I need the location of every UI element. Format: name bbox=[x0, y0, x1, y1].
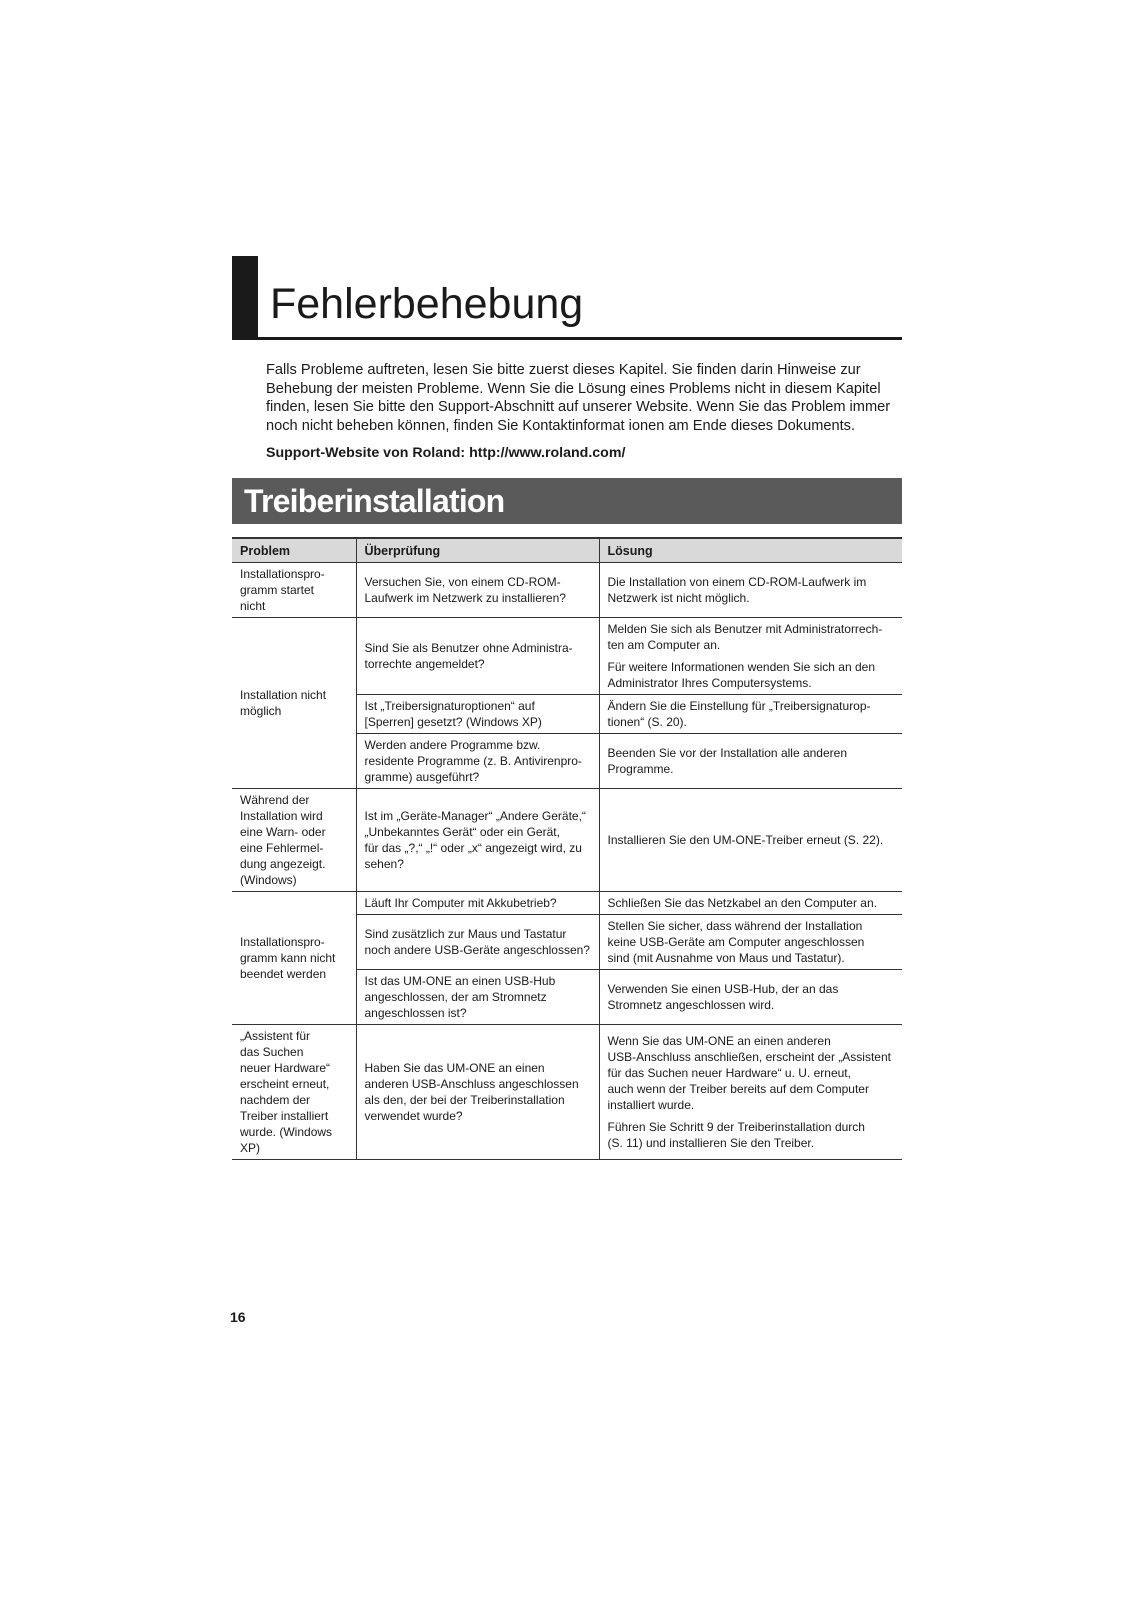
check-cell: Sind Sie als Benutzer ohne Administra- torrechte angemeldet? bbox=[356, 618, 599, 695]
solution-cell bbox=[599, 1025, 902, 1160]
page-title: Fehlerbehebung bbox=[270, 280, 584, 328]
problem-cell: Während der Installation wird eine Warn- oder eine Fehlermel- dung angezeigt. (Windows) bbox=[232, 789, 356, 892]
problem-cell: Installation nicht möglich bbox=[232, 618, 356, 789]
solution-paragraph: Schließen Sie das Netzkabel an den Computer an. bbox=[607, 896, 877, 910]
problem-cell: Installationspro- gramm startet nicht bbox=[232, 563, 356, 618]
check-cell: Ist im „Geräte-Manager“ „Andere Geräte,“ „Unbekanntes Gerät“ oder ein Gerät, für das „?,“ „!“ oder „x“ angezeigt wird, zu sehen? bbox=[356, 789, 599, 892]
check-cell: Ist „Treibersignaturoptionen“ auf [Sperren] gesetzt? (Windows XP) bbox=[356, 695, 599, 734]
check-cell: Werden andere Programme bzw. residente Programme (z. B. Antivirenpro- gramme) ausgeführt? bbox=[356, 734, 599, 789]
solution-paragraph: Ändern Sie die Einstellung für „Treibersignaturop- tionen“ (S. 20). bbox=[607, 699, 871, 729]
solution-paragraph: Führen Sie Schritt 9 der Treiberinstallation durch (S. 11) und installieren Sie den Treiber. bbox=[607, 1120, 865, 1150]
intro-paragraph: Falls Probleme auftreten, lesen Sie bitte zuerst dieses Kapitel. Sie finden darin Hinweise zur Behebung der meisten Probleme. Wenn Sie die Lösung eines Problems nicht in diesem Kapitel finden, lesen Sie bitte den Support-Abschnitt auf unserer Website. Wenn Sie das Problem immer noch nicht beheben können, finden Sie Kontaktinformat ionen am Ende dieses Dokuments. bbox=[266, 362, 891, 434]
page-title-block bbox=[232, 256, 902, 340]
check-cell: Sind zusätzlich zur Maus und Tastatur noch andere USB-Geräte angeschlossen? bbox=[356, 915, 599, 970]
section-header-bar bbox=[232, 478, 902, 524]
table-row bbox=[232, 563, 902, 618]
table-row bbox=[232, 618, 902, 695]
problem-cell: Installationspro- gramm kann nicht beendet werden bbox=[232, 892, 356, 1025]
solution-paragraph: Die Installation von einem CD-ROM-Laufwerk im Netzwerk ist nicht möglich. bbox=[607, 575, 867, 605]
solution-paragraph: Verwenden Sie einen USB-Hub, der an das Stromnetz angeschlossen wird. bbox=[607, 982, 839, 1012]
solution-paragraph: Beenden Sie vor der Installation alle anderen Programme. bbox=[607, 746, 847, 776]
check-cell: Läuft Ihr Computer mit Akkubetrieb? bbox=[356, 892, 599, 915]
check-cell: Haben Sie das UM-ONE an einen anderen USB-Anschluss angeschlossen als den, der bei der Treiberinstallation verwendet wurde? bbox=[356, 1025, 599, 1160]
table-body bbox=[232, 563, 902, 1160]
solution-paragraph: Für weitere Informationen wenden Sie sich an den Administrator Ihres Computersystems. bbox=[607, 660, 875, 690]
solution-paragraph: Stellen Sie sicher, dass während der Installation keine USB-Geräte am Computer angeschlossen sind (mit Ausnahme von Maus und Tastatur). bbox=[607, 919, 865, 965]
solution-paragraph: Wenn Sie das UM-ONE an einen anderen USB-Anschluss anschließen, erscheint der „Assistent für das Suchen neuer Hardware“ u. U. erneut, auch wenn der Treiber bereits auf dem Computer installiert wurde. bbox=[607, 1034, 891, 1112]
table-row bbox=[232, 892, 902, 915]
solution-paragraph: Melden Sie sich als Benutzer mit Administratorrech- ten am Computer an. bbox=[607, 622, 883, 652]
solution-cell bbox=[599, 563, 902, 618]
solution-cell bbox=[599, 892, 902, 915]
support-website-line: Support-Website von Roland: http://www.roland.com/ bbox=[266, 445, 626, 461]
section-title: Treiberinstallation bbox=[244, 483, 505, 519]
title-accent-bar bbox=[232, 256, 258, 340]
table-row bbox=[232, 1025, 902, 1160]
page-number: 16 bbox=[230, 1309, 246, 1325]
solution-cell bbox=[599, 970, 902, 1025]
title-underline bbox=[258, 337, 902, 340]
header-check: Überprüfung bbox=[356, 538, 599, 563]
table-header-row bbox=[232, 538, 902, 563]
header-problem: Problem bbox=[232, 538, 356, 563]
solution-cell bbox=[599, 789, 902, 892]
solution-paragraph: Installieren Sie den UM-ONE-Treiber erneut (S. 22). bbox=[607, 833, 884, 847]
solution-cell bbox=[599, 734, 902, 789]
check-cell: Ist das UM-ONE an einen USB-Hub angeschlossen, der am Stromnetz angeschlossen ist? bbox=[356, 970, 599, 1025]
table-row bbox=[232, 789, 902, 892]
solution-cell bbox=[599, 695, 902, 734]
header-solution: Lösung bbox=[599, 538, 902, 563]
check-cell: Versuchen Sie, von einem CD-ROM- Laufwerk im Netzwerk zu installieren? bbox=[356, 563, 599, 618]
problem-cell: „Assistent für das Suchen neuer Hardware“ erscheint erneut, nachdem der Treiber installiert wurde. (Windows XP) bbox=[232, 1025, 356, 1160]
troubleshooting-table bbox=[232, 537, 902, 1160]
solution-cell bbox=[599, 618, 902, 695]
solution-cell bbox=[599, 915, 902, 970]
